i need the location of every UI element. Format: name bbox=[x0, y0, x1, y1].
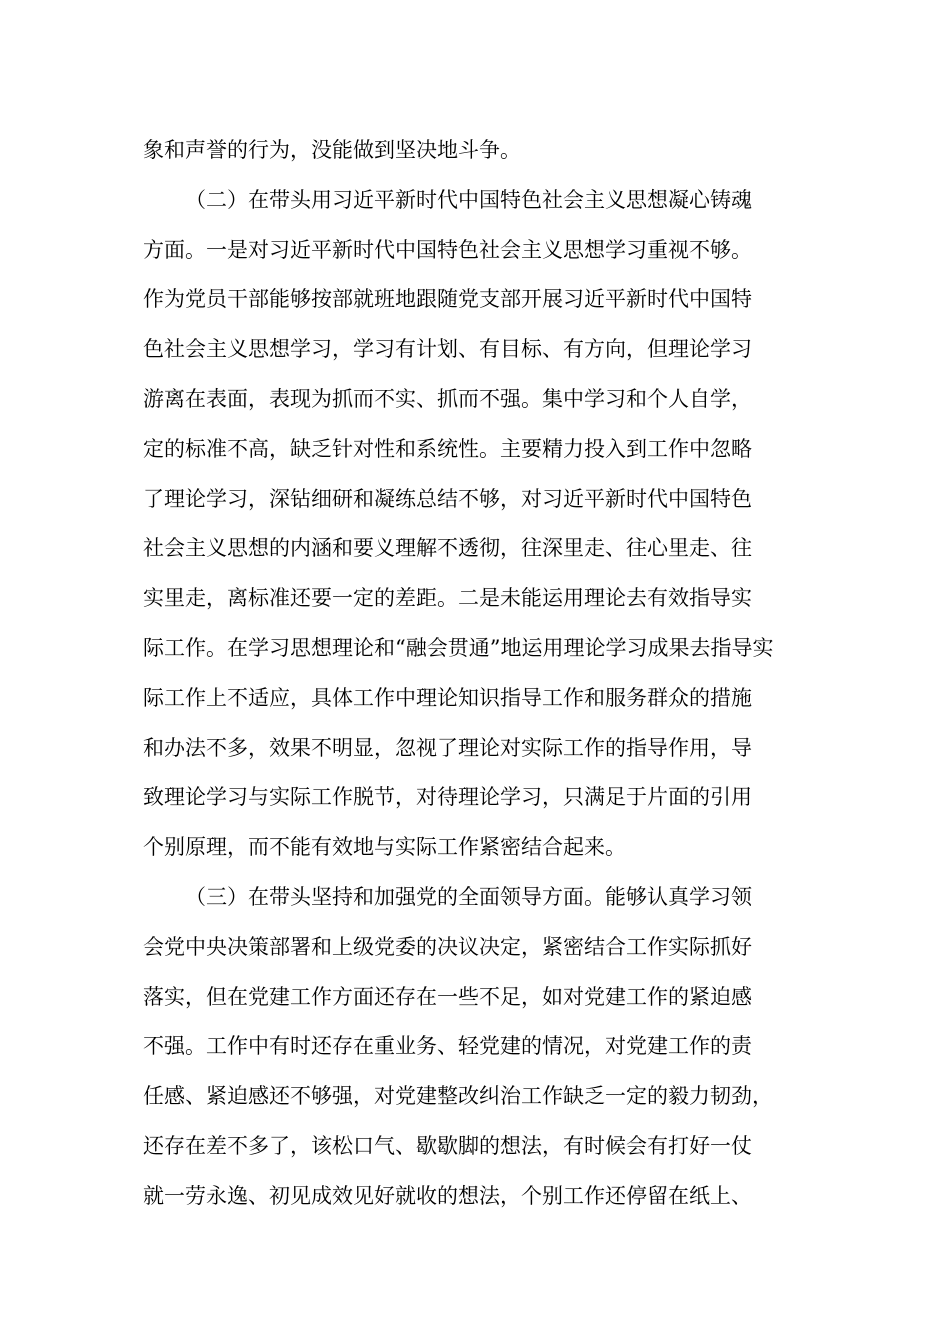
text-line: 就一劳永逸、初见成效见好就收的想法，个别工作还停留在纸上、 bbox=[143, 1183, 752, 1208]
text-line: 不强。工作中有时还存在重业务、轻党建的情况，对党建工作的责 bbox=[143, 1034, 752, 1059]
text-line: 和办法不多，效果不明显，忽视了理论对实际工作的指导作用，导 bbox=[143, 735, 752, 760]
document-body bbox=[143, 126, 843, 1222]
text-line: 际工作。在学习思想理论和“融会贯通”地运用理论学习成果去指导实 bbox=[143, 635, 774, 660]
text-line: 际工作上不适应，具体工作中理论知识指导工作和服务群众的措施 bbox=[143, 685, 752, 710]
text-line: 还存在差不多了，该松口气、歇歇脚的想法，有时候会有打好一仗 bbox=[143, 1133, 752, 1158]
text-line: 致理论学习与实际工作脱节，对待理论学习，只满足于片面的引用 bbox=[143, 785, 752, 810]
text-line: 实里走，离标准还要一定的差距。二是未能运用理论去有效指导实 bbox=[143, 586, 752, 611]
text-line: 方面。一是对习近平新时代中国特色社会主义思想学习重视不够。 bbox=[143, 237, 752, 262]
text-line: 游离在表面，表现为抓而不实、抓而不强。集中学习和个人自学， bbox=[143, 386, 752, 411]
text-line: 个别原理，而不能有效地与实际工作紧密结合起来。 bbox=[143, 835, 626, 860]
text-line: 会党中央决策部署和上级党委的决议决定，紧密结合工作实际抓好 bbox=[143, 934, 752, 959]
text-line-paragraph-start: （二）在带头用习近平新时代中国特色社会主义思想凝心铸魂 bbox=[185, 187, 752, 212]
text-line-paragraph-start: （三）在带头坚持和加强党的全面领导方面。能够认真学习领 bbox=[185, 884, 752, 909]
text-line: 定的标准不高，缺乏针对性和系统性。主要精力投入到工作中忽略 bbox=[143, 436, 752, 461]
text-line: 象和声誉的行为，没能做到坚决地斗争。 bbox=[143, 138, 521, 162]
text-line: 作为党员干部能够按部就班地跟随党支部开展习近平新时代中国特 bbox=[143, 287, 752, 312]
text-line: 任感、紧迫感还不够强，对党建整改纠治工作缺乏一定的毅力韧劲， bbox=[143, 1084, 773, 1109]
text-line: 落实，但在党建工作方面还存在一些不足，如对党建工作的紧迫感 bbox=[143, 984, 752, 1009]
text-line: 色社会主义思想学习，学习有计划、有目标、有方向，但理论学习 bbox=[143, 337, 752, 362]
text-line: 了理论学习，深钻细研和凝练总结不够，对习近平新时代中国特色 bbox=[143, 486, 752, 511]
text-line: 社会主义思想的内涵和要义理解不透彻，往深里走、往心里走、往 bbox=[143, 536, 752, 561]
